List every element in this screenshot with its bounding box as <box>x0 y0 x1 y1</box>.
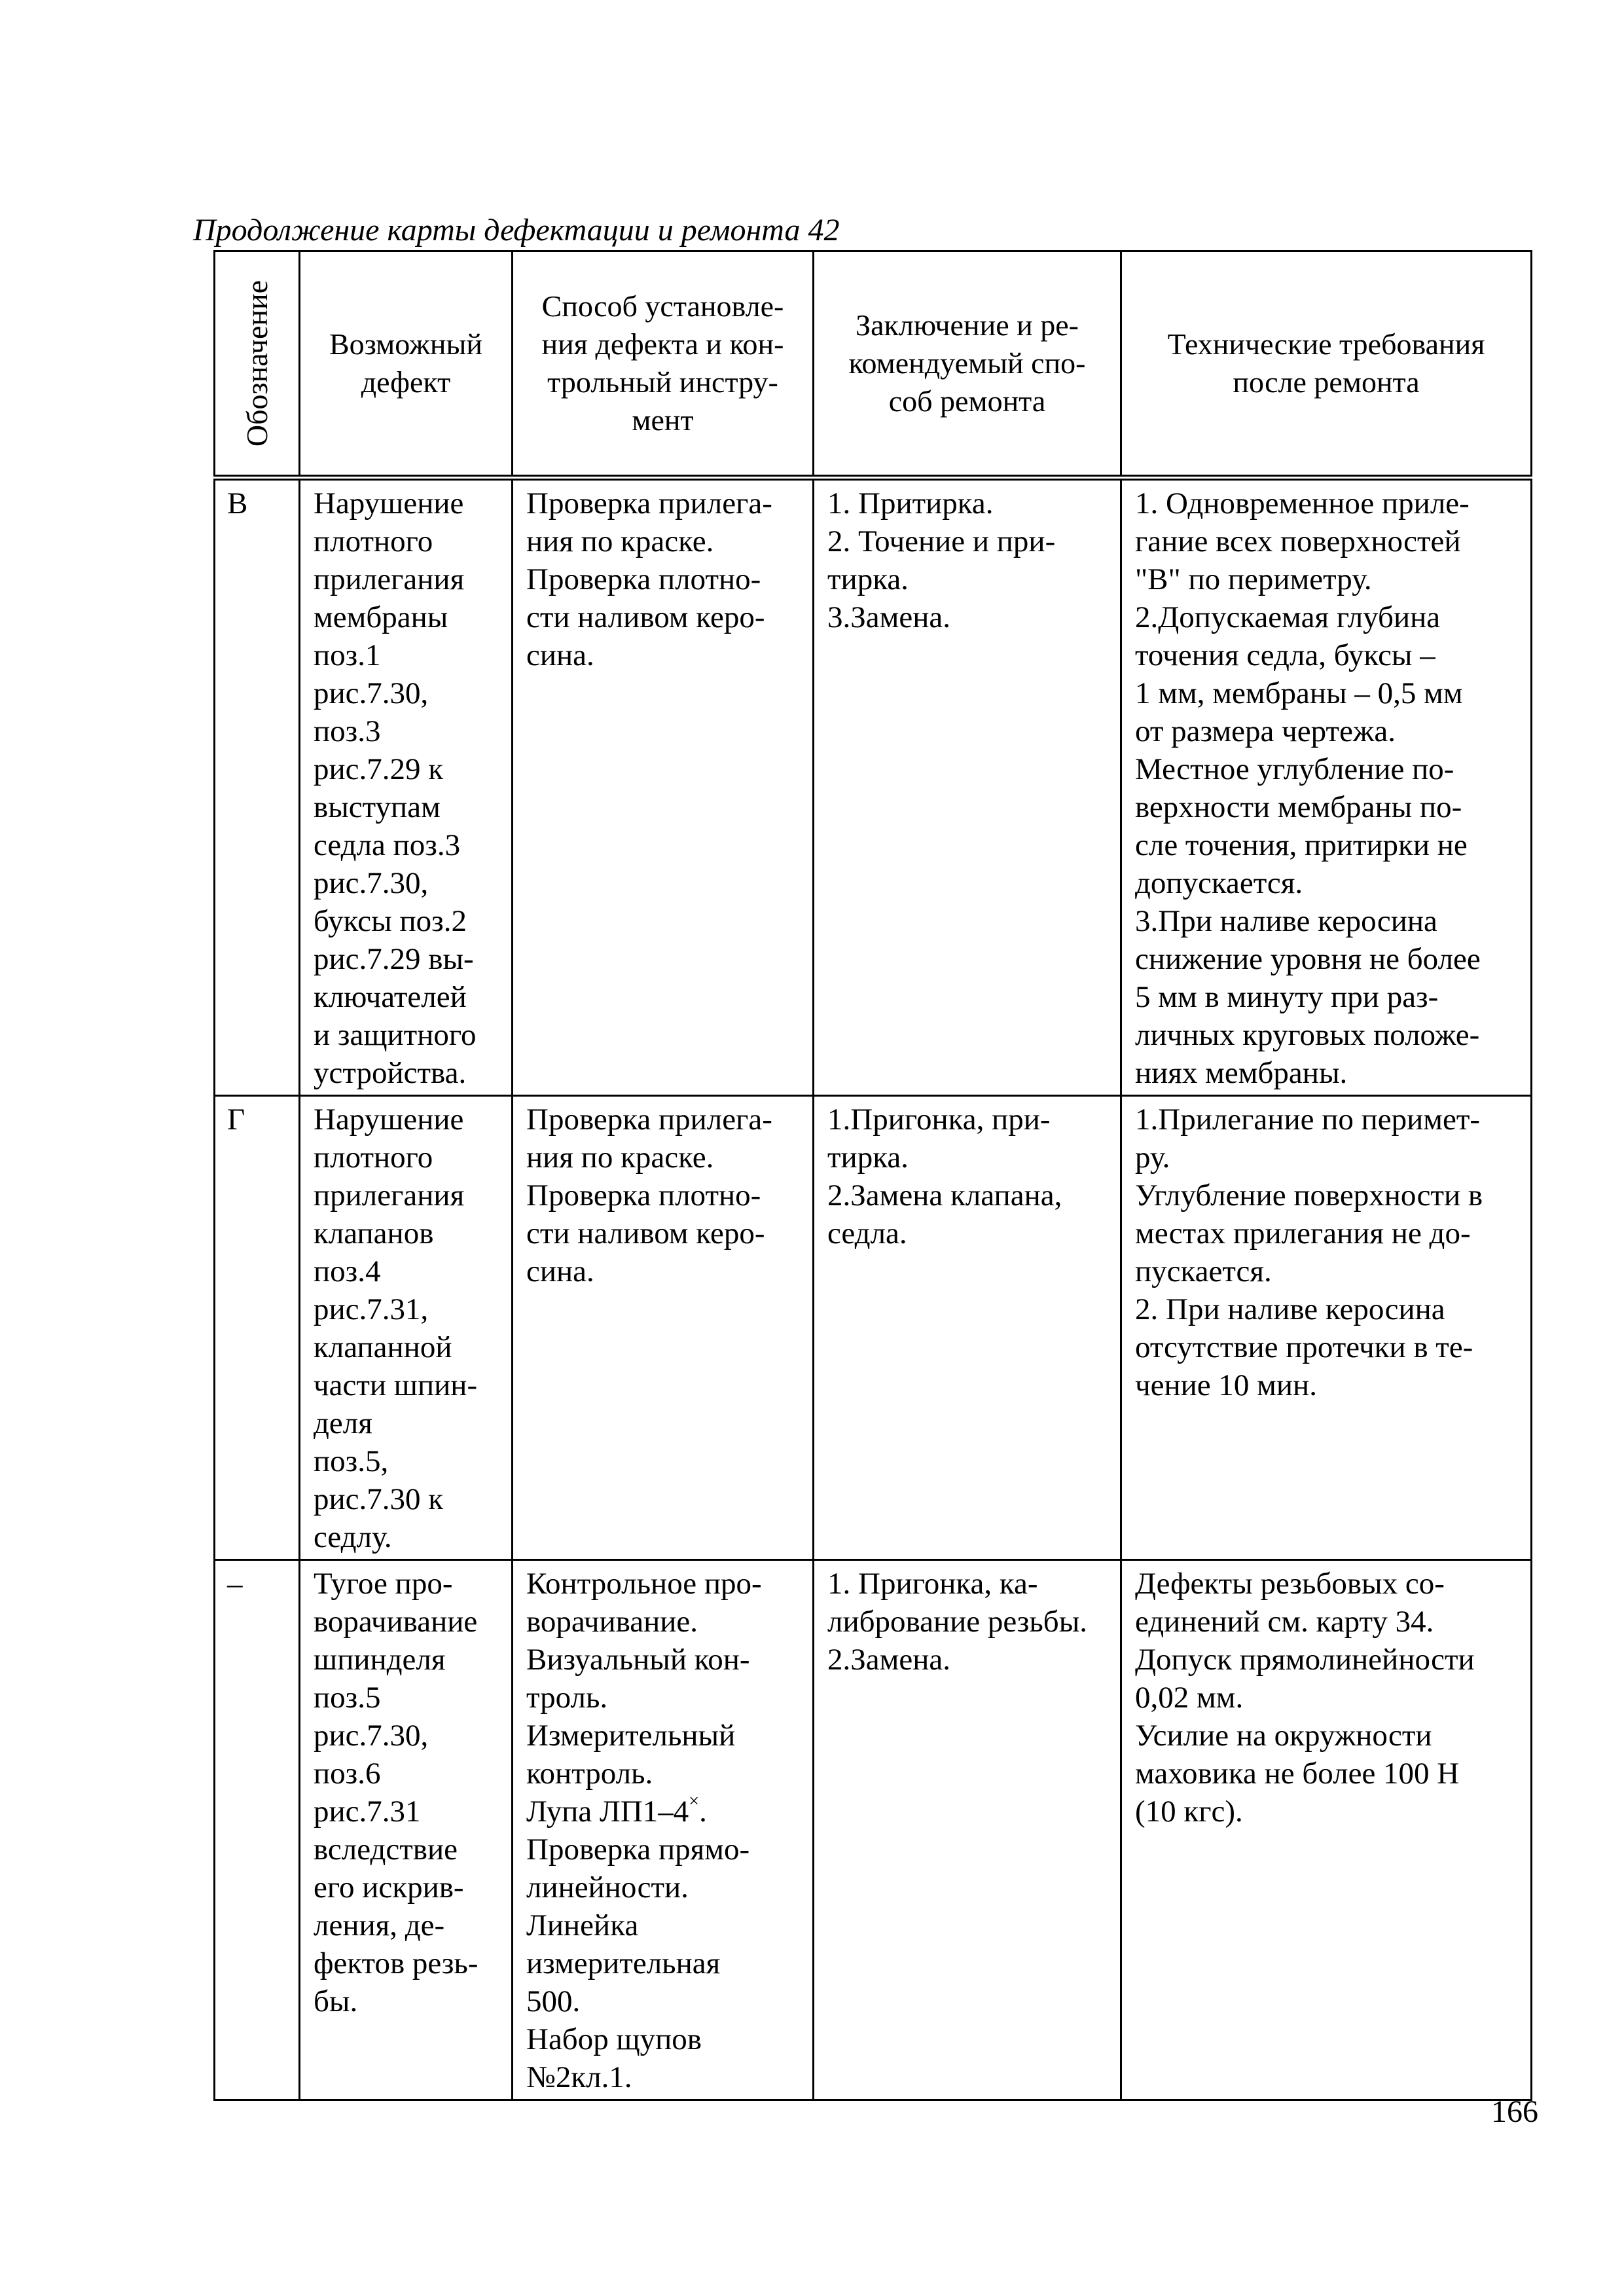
table-row <box>215 1096 1532 1560</box>
row-requirements-cell <box>1121 478 1532 1096</box>
row-method-cell <box>513 1560 814 2100</box>
row-conclusion: 1.Пригонка, при- тирка. 2.Замена клапана, седла. <box>827 1102 1062 1250</box>
header-requirements <box>1121 251 1532 478</box>
row-method: Проверка прилега- ния по краске. Проверка плотно- сти наливом керо- сина. <box>526 1102 772 1288</box>
row-designation: – <box>227 1567 243 1601</box>
page-number: 166 <box>1491 2094 1538 2129</box>
row-requirements-cell <box>1121 1096 1532 1560</box>
row-conclusion-cell <box>814 1560 1121 2100</box>
table-header-row <box>215 251 1532 478</box>
header-defect-label: Возможный дефект <box>329 327 483 399</box>
row-requirements: 1.Прилегание по перимет- ру. Углубление поверхности в местах прилегания не до- пускается. 2. При наливе керосина отсутствие протечки в те- чение 10 мин. <box>1135 1102 1483 1402</box>
row-conclusion: 1. Пригонка, ка- либрование резьбы. 2.Замена. <box>827 1567 1088 1677</box>
row-defect: Нарушение плотного прилегания клапанов поз.4 рис.7.31, клапанной части шпин- деля поз.5, рис.7.30 к седлу. <box>314 1102 478 1554</box>
row-method <box>513 1561 812 2099</box>
header-conclusion <box>814 251 1121 478</box>
row-defect: Тугое про- ворачивание шпинделя поз.5 рис.7.30, поз.6 рис.7.31 вследствие его искрив- ления, де- фектов резь- бы. <box>314 1567 478 2018</box>
row-defect-cell <box>300 1096 513 1560</box>
row-designation-cell <box>215 478 300 1096</box>
row-requirements: Дефекты резьбовых со- единений см. карту 34. Допуск прямолинейности 0,02 мм. Усилие на окружности маховика не более 100 Н (10 кгс). <box>1135 1567 1475 1829</box>
row-method-cell <box>513 1096 814 1560</box>
row-conclusion: 1. Притирка. 2. Точение и при- тирка. 3.Замена. <box>827 486 1056 634</box>
header-conclusion-label: Заключение и ре- комендуемый спо- соб ремонта <box>848 308 1086 418</box>
table-row <box>215 478 1532 1096</box>
row-designation-cell <box>215 1096 300 1560</box>
header-defect <box>300 251 513 478</box>
row-method-text-part2: . Проверка прямо- линейности. Линейка измерительная 500. Набор щупов №2кл.1. <box>526 1795 750 2094</box>
row-defect-cell <box>300 478 513 1096</box>
table-row <box>215 1560 1532 2100</box>
row-defect-cell <box>300 1560 513 2100</box>
row-conclusion-cell <box>814 1096 1121 1560</box>
row-method-text-part1: Контрольное про- ворачивание. Визуальный кон- троль. Измерительный контроль. Лупа ЛП1–4 <box>526 1567 762 1829</box>
header-designation-label: Обозначение <box>240 280 274 447</box>
row-requirements: 1. Одновременное приле- гание всех поверхностей "В" по периметру. 2.Допускаемая глубина точения седла, буксы – 1 мм, мембраны – 0,5 мм от размера чертежа. Местное углубление по- верхности мембраны по- сле точения, притирки не допускается. 3.При наливе керосина снижение уровня не более 5 мм в минуту при раз- личных круговых положе- ниях мембраны. <box>1135 486 1481 1090</box>
defect-repair-table <box>213 250 1532 2101</box>
row-requirements-cell <box>1121 1560 1532 2100</box>
header-designation <box>215 251 300 478</box>
row-designation: Г <box>227 1102 245 1137</box>
header-method-label: Способ установле- ния дефекта и кон- трольный инстру- мент <box>541 289 784 437</box>
table-caption: Продолжение карты дефектации и ремонта 42 <box>193 213 840 247</box>
row-method-cell <box>513 478 814 1096</box>
header-requirements-label: Технические требования после ремонта <box>1167 327 1485 399</box>
row-conclusion-cell <box>814 478 1121 1096</box>
header-method <box>513 251 814 478</box>
row-defect: Нарушение плотного прилегания мембраны поз.1 рис.7.30, поз.3 рис.7.29 к выступам седла поз.3 рис.7.30, буксы поз.2 рис.7.29 вы- ключателей и защитного устройства. <box>314 486 477 1090</box>
row-method: Проверка прилега- ния по краске. Проверка плотно- сти наливом керо- сина. <box>526 486 772 672</box>
row-designation: В <box>227 486 248 520</box>
row-designation-cell <box>215 1560 300 2100</box>
magnification-superscript: × <box>689 1791 700 1812</box>
